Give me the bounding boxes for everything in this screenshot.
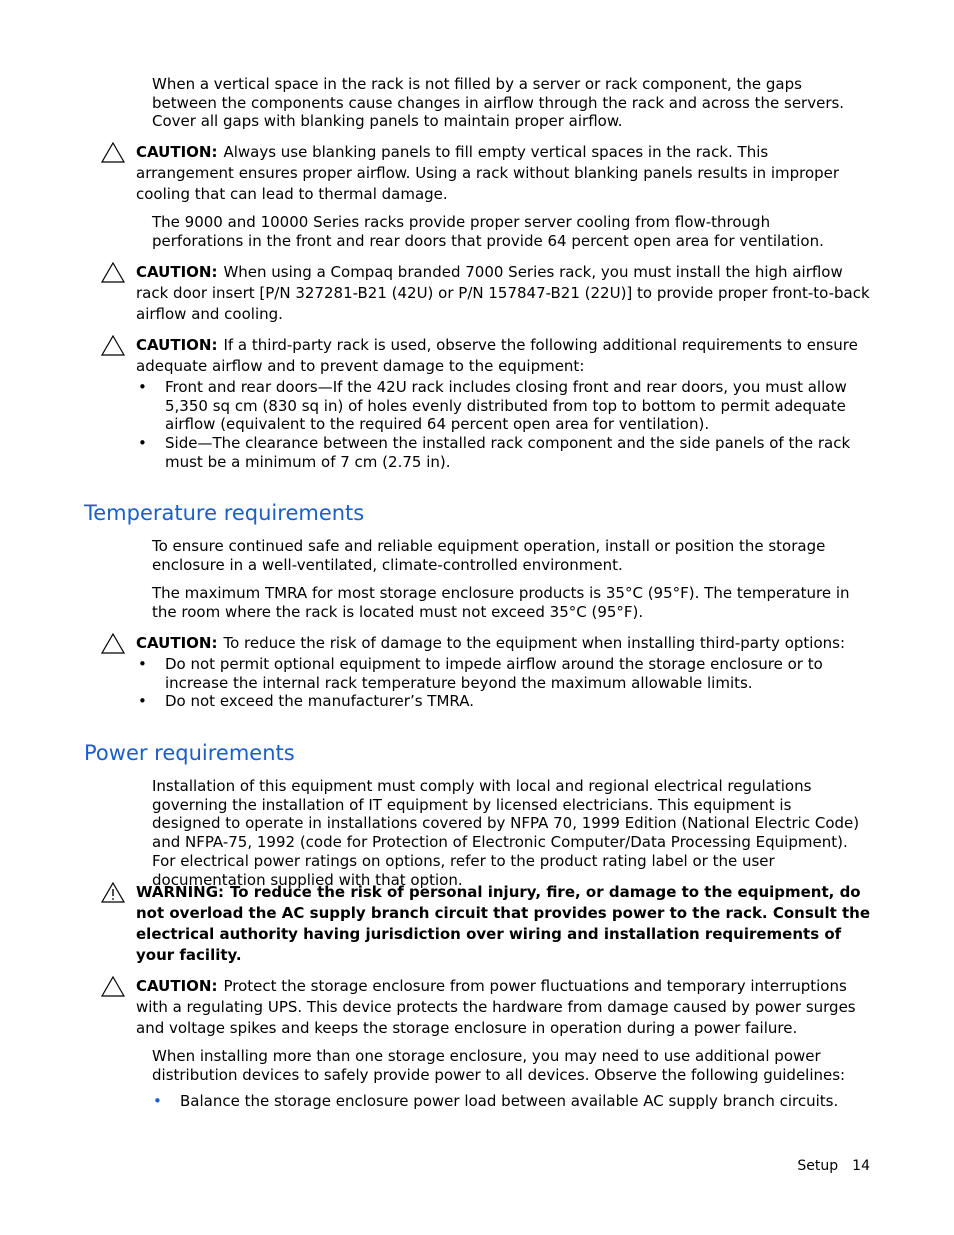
warning-triangle-icon <box>100 882 126 903</box>
footer-section: Setup <box>797 1158 839 1174</box>
section-heading-temperature: Temperature requirements <box>84 501 365 525</box>
caution-triangle-icon <box>100 976 126 997</box>
warning-text: To reduce the risk of personal injury, fire, or damage to the equipment, do not overload the AC supply branch circuit that provides power to the rack. Consult the electrical authority having jurisdiction over wiring and installation requirements of your facility. <box>136 883 871 964</box>
caution-label: CAUTION: <box>136 263 218 281</box>
temperature-paragraph: The maximum TMRA for most storage enclosure products is 35°C (95°F). The temperature in the room where the rack is located must not exceed 35°C (95°F). <box>152 584 850 621</box>
caution-label: CAUTION: <box>136 336 218 354</box>
caution-bullet-list <box>100 378 870 472</box>
caution-text: Always use blanking panels to fill empty vertical spaces in the rack. This arrangement ensures proper airflow. Using a rack without blanking panels results in improper cooling that can lead to thermal damage. <box>136 143 840 203</box>
caution-triangle-icon <box>100 262 126 283</box>
caution-note <box>100 262 870 325</box>
power-paragraph: Installation of this equipment must comply with local and regional electrical regulations governing the installation of IT equipment by licensed electricians. This equipment is designed to operate in installations covered by NFPA 70, 1999 Edition (National Electric Code) and NFPA-75, 1992 (code for Protection of Electronic Computer/Data Processing Equipment). For electrical power ratings on options, refer to the product rating label or the user documentation supplied with that option. <box>152 777 860 889</box>
power-paragraph: When installing more than one storage enclosure, you may need to use additional power distribution devices to safely provide power to all devices. Observe the following guidelines: <box>152 1047 846 1084</box>
caution-label: CAUTION: <box>136 977 218 995</box>
intro-paragraph: When a vertical space in the rack is not filled by a server or rack component, the gaps between the components cause changes in airflow through the rack and across the servers. Cover all gaps with blanking panels to maintain proper airflow. <box>152 75 845 131</box>
caution-triangle-icon <box>100 335 126 356</box>
caution-note <box>100 142 870 205</box>
list-item: • Balance the storage enclosure power load between available AC supply branch circuits. <box>115 1092 875 1111</box>
caution-label: CAUTION: <box>136 143 218 161</box>
caution-note <box>100 633 870 711</box>
caution-label: CAUTION: <box>136 634 218 652</box>
list-item: • Do not permit optional equipment to impede airflow around the storage enclosure or to increase the internal rack temperature beyond the maximum allowable limits. <box>100 655 870 692</box>
guideline-bullet-list <box>115 1092 875 1111</box>
warning-label: WARNING: <box>136 883 225 901</box>
warning-note <box>100 882 870 966</box>
list-item: • Side—The clearance between the installed rack component and the side panels of the rack must be a minimum of 7 cm (2.75 in). <box>100 434 870 471</box>
caution-triangle-icon <box>100 633 126 654</box>
page-footer <box>797 1158 870 1174</box>
list-item: • Do not exceed the manufacturer’s TMRA. <box>100 692 870 711</box>
list-item: • Front and rear doors—If the 42U rack includes closing front and rear doors, you must allow 5,350 sq cm (830 sq in) of holes evenly distributed from top to bottom to permit adequate airflow (equivalent to the required 64 percent open area for ventilation). <box>100 378 870 434</box>
caution-note <box>100 335 870 472</box>
caution-triangle-icon <box>100 142 126 163</box>
section-heading-power: Power requirements <box>84 741 295 765</box>
caution-text: If a third-party rack is used, observe the following additional requirements to ensure adequate airflow and to prevent damage to the equipment: <box>136 336 858 375</box>
caution-text: Protect the storage enclosure from power fluctuations and temporary interruptions with a regulating UPS. This device protects the hardware from damage caused by power surges and voltage spikes and keeps the storage enclosure in operation during a power failure. <box>136 977 856 1037</box>
page-number: 14 <box>852 1158 870 1174</box>
racks-paragraph: The 9000 and 10000 Series racks provide proper server cooling from flow-through perforations in the front and rear doors that provide 64 percent open area for ventilation. <box>152 213 824 250</box>
caution-text: To reduce the risk of damage to the equipment when installing third-party options: <box>223 634 845 652</box>
guideline-list-container <box>115 1092 875 1111</box>
temperature-paragraph: To ensure continued safe and reliable equipment operation, install or position the storage enclosure in a well-ventilated, climate-controlled environment. <box>152 537 826 574</box>
caution-text: When using a Compaq branded 7000 Series rack, you must install the high airflow rack door insert [P/N 327281-B21 (42U) or P/N 157847-B21 (22U)] to provide proper front-to-back airflow and cooling. <box>136 263 870 323</box>
caution-bullet-list <box>100 655 870 711</box>
caution-note <box>100 976 870 1039</box>
